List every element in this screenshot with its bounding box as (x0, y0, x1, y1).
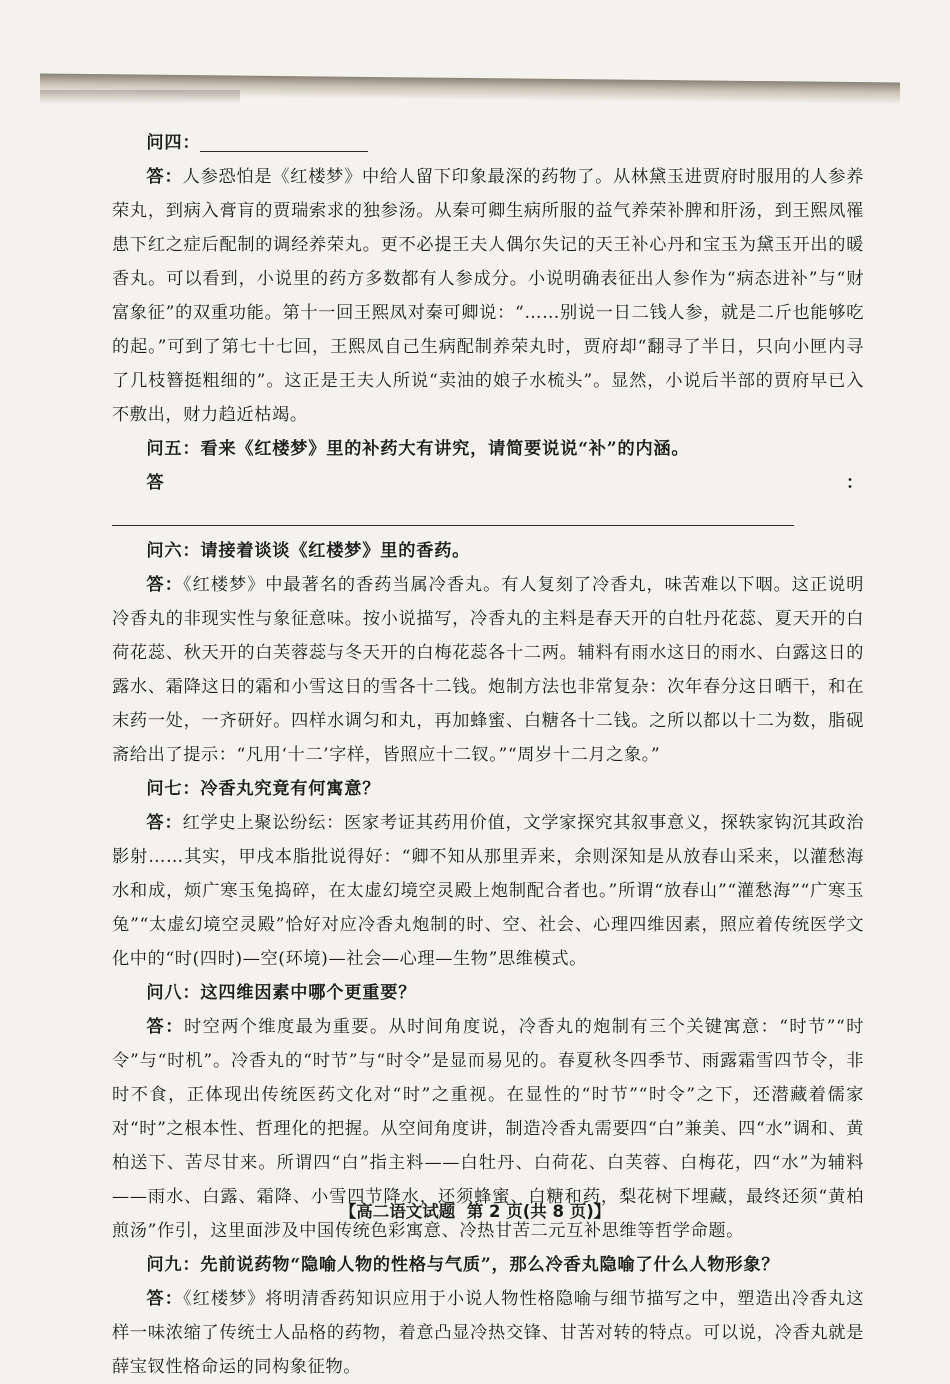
page-footer (0, 1198, 950, 1222)
answer-9-label: 答： (146, 1289, 184, 1309)
answer-9-text: 《红楼梦》将明清香药知识应用于小说人物性格隐喻与细节描写之中，塑造出冷香丸这样一味浓缩了传统士人品格的药物，着意凸显冷热交锋、甘苦对转的特点。可以说，冷香丸就是薛宝钗性格命运的同构象征物。 (112, 1289, 865, 1377)
answer-6 (112, 568, 864, 772)
answer-5 (112, 466, 864, 534)
question-7 (112, 772, 864, 806)
answer-7 (112, 806, 864, 976)
question-6 (112, 534, 864, 568)
footer-page-number: 第 2 页(共 8 页)】 (466, 1202, 611, 1221)
question-7-text: 冷香丸究竟有何寓意？ (200, 779, 381, 799)
answer-7-label: 答： (146, 813, 183, 833)
question-7-label: 问七： (146, 779, 201, 799)
question-9-label: 问九： (146, 1255, 201, 1275)
question-4-blank-line[interactable] (200, 129, 368, 152)
question-6-block (112, 534, 864, 772)
answer-6-text: 《红楼梦》中最著名的香药当属冷香丸。有人复刻了冷香丸，味苦难以下咽。这正说明冷香丸的非现实性与象征意味。按小说描写，冷香丸的主料是春天开的白牡丹花蕊、夏天开的白荷花蕊、秋天开的白芙蓉蕊与冬天开的白梅花蕊各十二两。辅料有雨水这日的雨水、白露这日的露水、霜降这日的霜和小雪这日的雪各十二钱。炮制方法也非常复杂：次年春分这日晒干，和在末药一处，一齐研好。四样水调匀和丸，再加蜂蜜、白糖各十二钱。之所以都以十二为数，脂砚斋给出了提示：“凡用‘十二’字样，皆照应十二钗。”“周岁十二月之象。” (112, 575, 865, 765)
question-5 (112, 432, 864, 466)
question-5-text: 看来《红楼梦》里的补药大有讲究，请简要说说“补”的内涵。 (200, 439, 690, 459)
answer-4-label: 答： (146, 167, 183, 187)
answer-7-text: 红学史上聚讼纷纭：医家考证其药用价值，文学家探究其叙事意义，探轶家钩沉其政治影射……其实，甲戌本脂批说得好：“卿不知从那里弄来，余则深知是从放春山采来，以灌愁海水和成，烦广寒玉兔捣碎，在太虚幻境空灵殿上炮制配合者也。”所谓“放春山”“灌愁海”“广寒玉兔”“太虚幻境空灵殿”恰好对应冷香丸炮制的时、空、社会、心理四维因素，照应着传统医学文化中的“时(四时)—空(环境)—社会—心理—生物”思维模式。 (112, 813, 864, 969)
answer-4-text: 人参恐怕是《红楼梦》中给人留下印象最深的药物了。从林黛玉进贾府时服用的人参养荣丸，到病入膏肓的贾瑞索求的独参汤。从秦可卿生病所服的益气养荣补脾和肝汤，到王熙凤罹患下红之症后配制的调经养荣丸。更不必提王夫人偶尔失记的天王补心丹和宝玉为黛玉开出的暖香丸。可以看到，小说里的药方多数都有人参成分。小说明确表征出人参作为“病态进补”与“财富象征”的双重功能。第十一回王熙凤对秦可卿说：“……别说一日二钱人参，就是二斤也能够吃的起。”可到了第七十七回，王熙凤自己生病配制养荣丸时，贾府却“翻寻了半日，只向小匣内寻了几枝簪挺粗细的”。这正是王夫人所说“卖油的娘子水梳头”。显然，小说后半部的贾府早已入不敷出，财力趋近枯竭。 (112, 167, 864, 425)
answer-9 (112, 1282, 864, 1384)
answer-8-text: 时空两个维度最为重要。从时间角度说，冷香丸的炮制有三个关键寓意：“时节”“时令”与“时机”。冷香丸的“时节”与“时令”是显而易见的。春夏秋冬四季节、雨露霜雪四节令，非时不食，正体现出传统医药文化对“时”之重视。在显性的“时节”“时令”之下，还潜藏着儒家对“时”之根本性、哲理化的把握。从空间角度讲，制造冷香丸需要四“白”兼美、四“水”调和、黄柏送下、苦尽甘来。所谓四“白”指主料——白牡丹、白荷花、白芙蓉、白梅花，四“水”为辅料——雨水、白露、霜降、小雪四节降水，还须蜂蜜、白糖和药，梨花树下埋藏，最终还须“黄柏煎汤”作引，这里面涉及中国传统色彩寓意、冷热甘苦二元互补思维等哲学命题。 (112, 1017, 864, 1241)
answer-5-blank-line[interactable] (112, 503, 794, 526)
question-5-label: 问五： (146, 439, 201, 459)
answer-4 (112, 160, 864, 432)
question-4-label: 问四： (146, 133, 201, 153)
footer-exam-title: 【高二语文试题 (339, 1202, 456, 1221)
question-4 (112, 126, 864, 160)
answer-6-label: 答： (146, 575, 184, 595)
question-8-text: 这四维因素中哪个更重要？ (200, 983, 417, 1003)
question-6-text: 请接着谈谈《红楼梦》里的香药。 (200, 541, 471, 561)
question-5-block (112, 432, 864, 534)
question-9 (112, 1248, 864, 1282)
exam-page-body (112, 126, 864, 1384)
answer-8-label: 答： (146, 1017, 184, 1037)
question-4-block (112, 126, 864, 432)
question-8 (112, 976, 864, 1010)
question-8-label: 问八： (146, 983, 201, 1003)
question-6-label: 问六： (146, 541, 201, 561)
answer-5-label: 答： (146, 473, 864, 493)
scan-shadow-edge-left (40, 90, 240, 104)
question-9-text: 先前说药物“隐喻人物的性格与气质”，那么冷香丸隐喻了什么人物形象？ (200, 1255, 780, 1275)
question-9-block (112, 1248, 864, 1384)
question-7-block (112, 772, 864, 976)
